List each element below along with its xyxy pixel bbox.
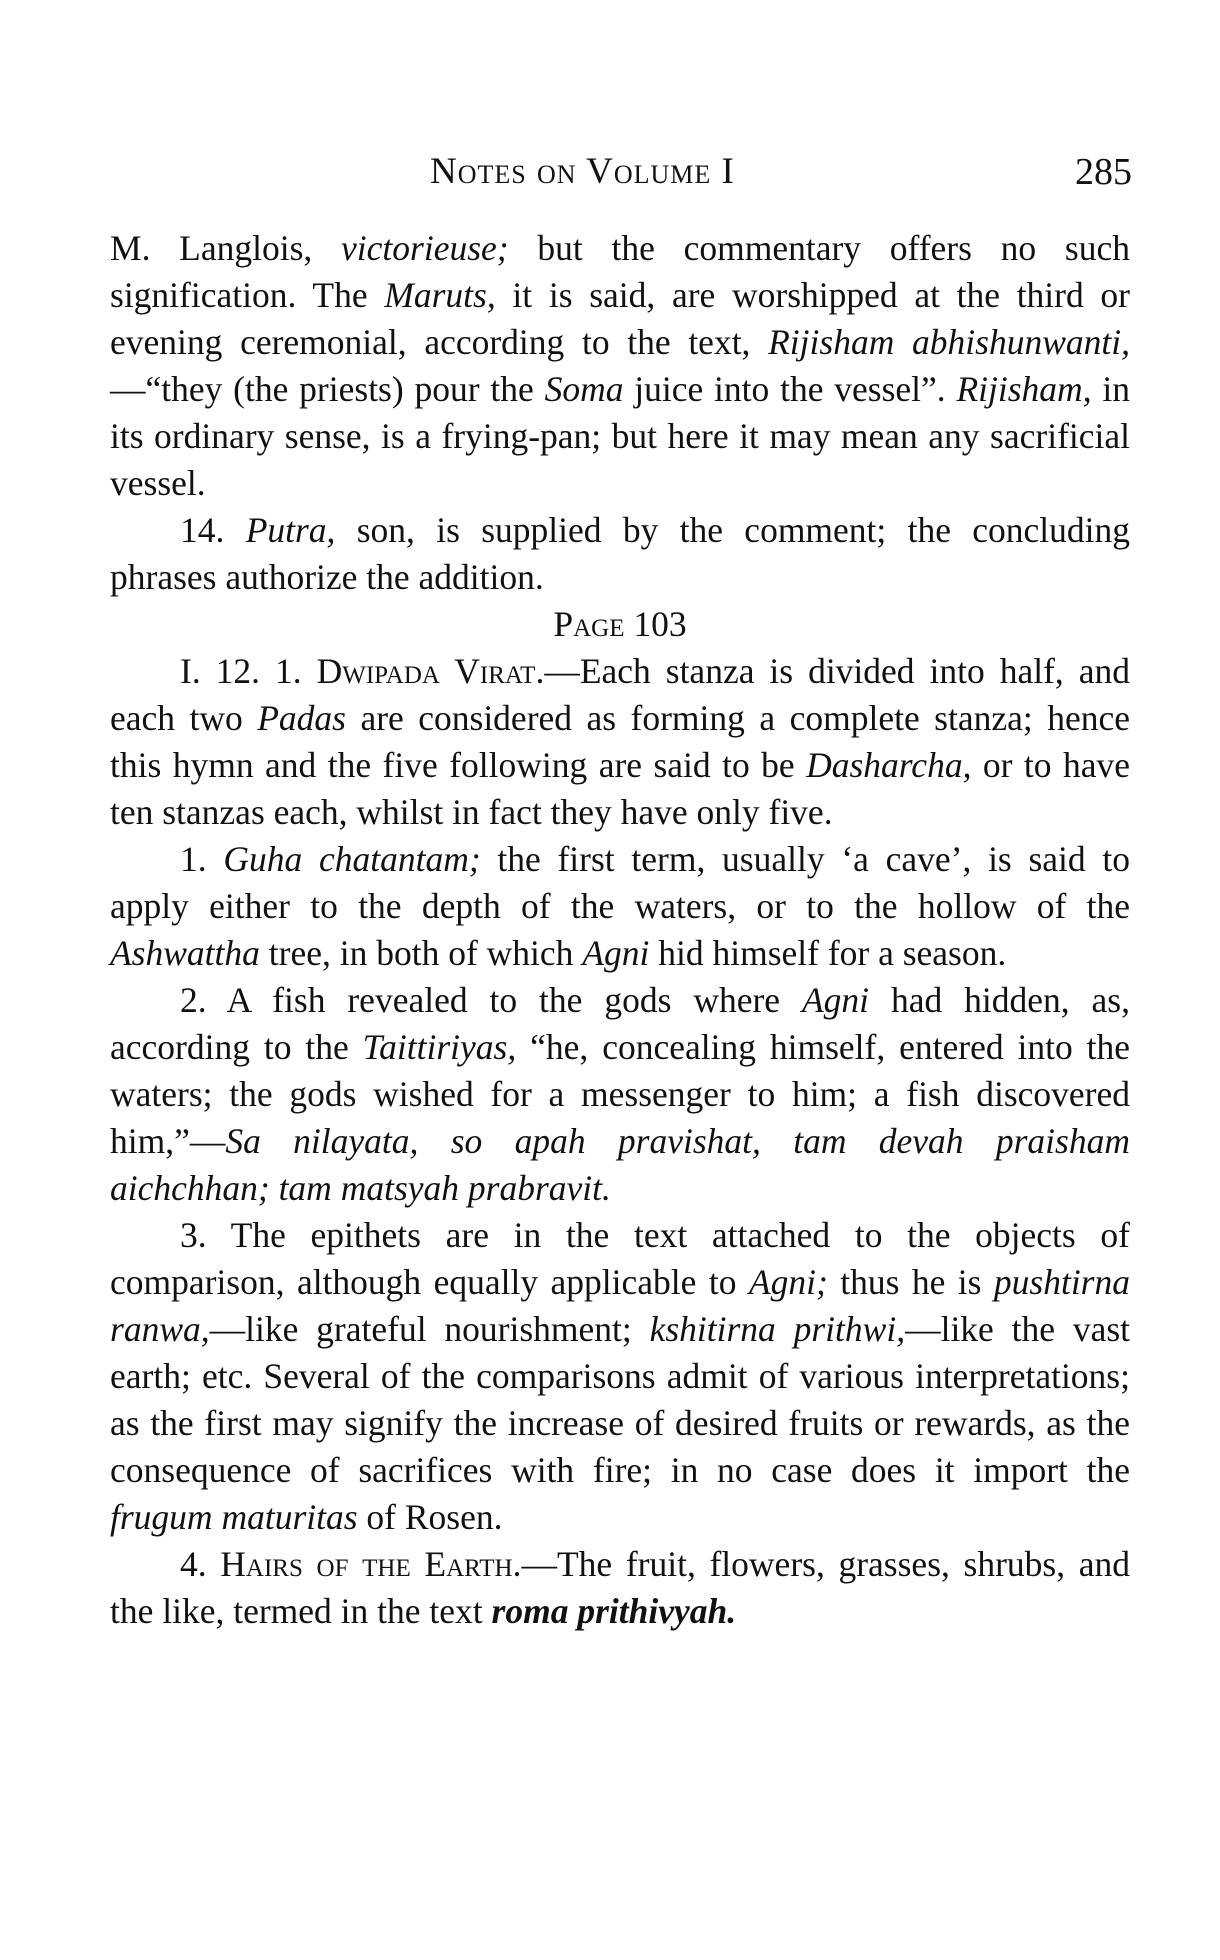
- paragraph-note-2: 2. A fish revealed to the gods where Agni had hidden, as, according to the Taittiriyas, “he, concealing himself, entered into the waters; the gods wished for a messenger to him; a fish discovered him,”—Sa nilayata, so apah pravishat, tam devah praisham aichchhan; tam matsyah prabravit.: [110, 980, 1130, 1208]
- running-title: Notes on Volume I: [430, 151, 735, 192]
- page-number: 285: [1075, 151, 1132, 193]
- page-body: [110, 225, 1130, 1635]
- paragraph-dwipada-virat: I. 12. 1. Dwipada Virat.—Each stanza is divided into half, and each two Padas are considered as forming a complete stanza; hence this hymn and the five following are said to be Dasharcha, or to have ten stanzas each, whilst in fact they have only five.: [110, 651, 1131, 832]
- section-heading: Page 103: [553, 604, 687, 644]
- paragraph-note-1: 1. Guha chatantam; the first term, usually ‘a cave’, is said to apply either to the depth of the waters, or to the hollow of the Ashwattha tree, in both of which Agni hid himself for a season.: [110, 839, 1130, 973]
- paragraph-langlois: M. Langlois, victorieuse; but the commentary offers no such signification. The Maruts, it is said, are worshipped at the third or evening ceremonial, according to the text, Rijisham abhishunwanti,—“they (the priests) pour the Soma juice into the vessel”. Rijisham, in its ordinary sense, is a frying-pan; but here it may mean any sacrificial vessel.: [110, 228, 1130, 503]
- page-header: [110, 150, 1150, 202]
- paragraph-note-3: 3. The epithets are in the text attached to the objects of comparison, although equally applicable to Agni; thus he is pushtirna ranwa,—like grateful nourishment; kshitirna prithwi,—like the vast earth; etc. Several of the comparisons admit of various interpretations; as the first may signify the increase of desired fruits or rewards, as the consequence of sacrifices with fire; in no case does it import the frugum maturitas of Rosen.: [110, 1215, 1131, 1537]
- paragraph-note-14: 14. Putra, son, is supplied by the comment; the concluding phrases authorize the addition.: [110, 510, 1130, 597]
- paragraph-note-4: 4. Hairs of the Earth.—The fruit, flowers, grasses, shrubs, and the like, termed in the text roma prithivyah.: [110, 1544, 1131, 1631]
